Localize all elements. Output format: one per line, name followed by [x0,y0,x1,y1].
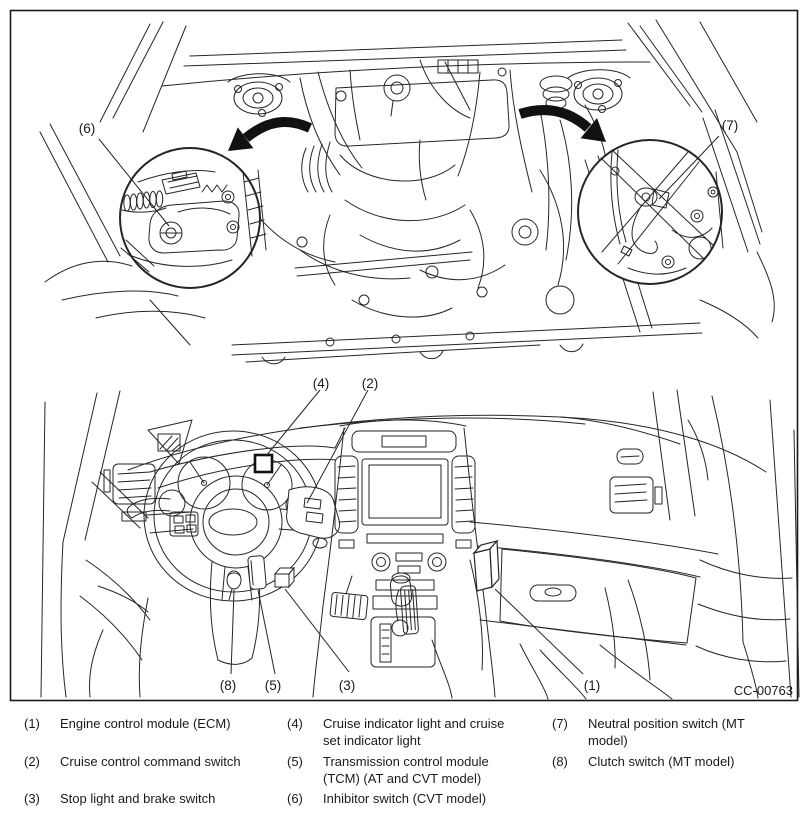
callout-4: (4) [312,376,330,391]
legend-item-8 [552,753,768,770]
legend-item-number: (3) [24,791,40,806]
inset-circle-right [578,140,722,284]
steering-wheel [127,431,322,664]
callout-1: (1) [583,678,601,693]
legend-item-number: (4) [287,716,303,731]
inset-inhibitor-switch [120,148,266,288]
legend-item-label: Stop light and brake switch [60,791,216,806]
callout-8: (8) [219,678,237,693]
legend [0,700,808,814]
legend-item-label: Cruise control command switch [60,754,241,769]
inset-neutral-position-switch [578,140,723,284]
legend-item-3 [24,790,260,807]
legend-column-2 [287,700,529,814]
callout-7: (7) [721,118,739,133]
ecm-module [474,541,499,591]
legend-item-5 [287,753,525,787]
right-dash-vent [610,449,662,513]
nav-screen [362,459,448,525]
legend-item-label: Clutch switch (MT model) [588,754,735,769]
stop-light-brake-switch [275,568,294,587]
callout-3: (3) [338,678,356,693]
legend-item-1 [24,715,260,732]
legend-item-number: (6) [287,791,303,806]
legend-item-number: (7) [552,716,568,731]
figure-border [11,11,798,701]
strut-tower-right [568,70,630,113]
arrow-right-icon [520,110,606,142]
cruise-indicator-light-marker [255,455,272,472]
glovebox-area [470,522,718,699]
figure-code: CC-00763 [733,683,793,698]
legend-item-label: Transmission control module (TCM) (AT and CVT model) [323,754,489,786]
legend-item-label: Cruise indicator light and cruise set indicator light [323,716,505,748]
legend-item-6 [287,790,525,807]
dashboard-drawing [41,390,799,699]
center-console [313,420,495,697]
legend-item-4 [287,715,525,749]
legend-item-number: (5) [287,754,303,769]
tcm-module [248,555,267,589]
leader-line-5 [258,590,275,674]
legend-item-label: Neutral position switch (MT model) [588,716,745,748]
legend-item-label: Engine control module (ECM) [60,716,231,731]
legend-item-number: (8) [552,754,568,769]
arrow-left-icon [228,122,310,151]
legend-item-number: (1) [24,716,40,731]
leader-line-8 [231,590,234,674]
strut-tower-left [228,74,290,117]
legend-item-2 [24,753,260,770]
callout-2: (2) [361,376,379,391]
legend-item-number: (2) [24,754,40,769]
air-cleaner-box [335,80,509,146]
legend-column-3 [552,700,777,814]
callout-6: (6) [78,121,96,136]
callout-5: (5) [264,678,282,693]
legend-item-label: Inhibitor switch (CVT model) [323,791,487,806]
legend-column-1 [24,700,264,814]
legend-item-7 [552,715,768,749]
